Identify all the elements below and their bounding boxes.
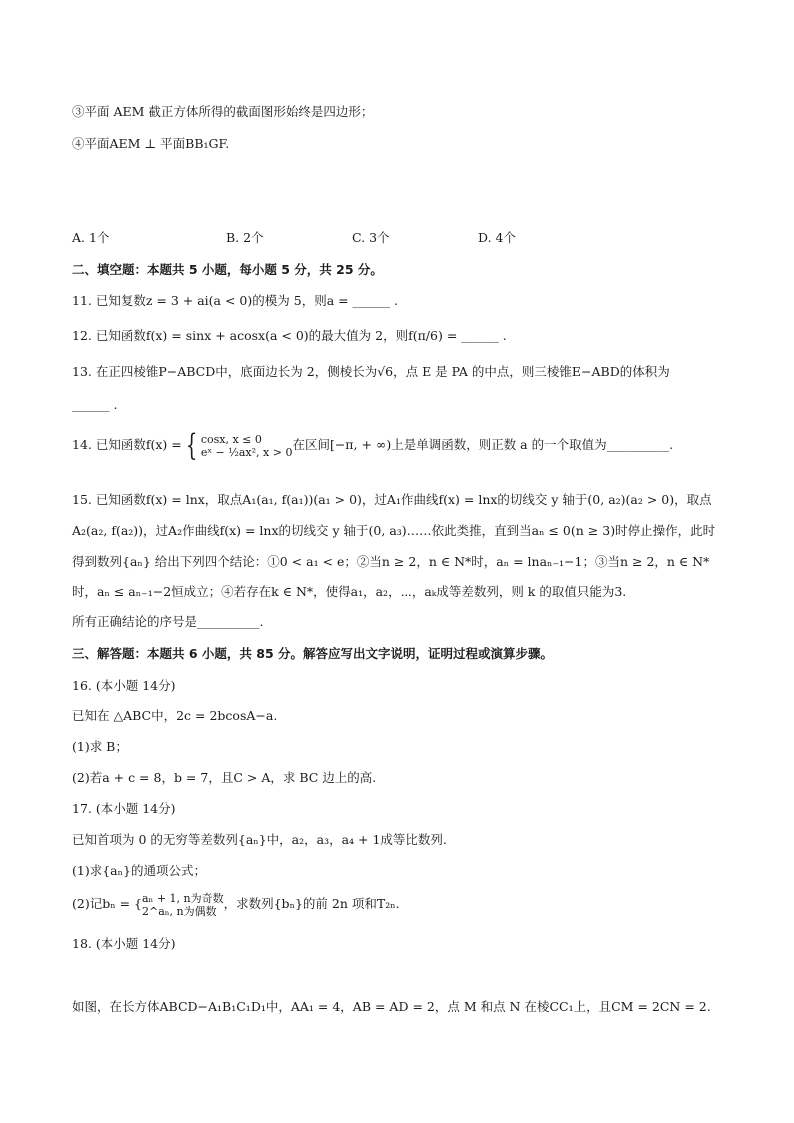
option-a: A. 1个 <box>72 230 110 245</box>
q14-suffix: 在区间[−π, + ∞)上是单调函数，则正数 a 的一个取值为__________. <box>292 437 674 452</box>
question-16-part-1: (1)求 B； <box>72 739 128 754</box>
question-12: 12. 已知函数f(x) = sinx + acosx(a < 0)的最大值为 2，则f(π/6) = ______ . <box>72 328 507 343</box>
option-b: B. 2个 <box>226 230 264 245</box>
statement-4: ④平面AEM ⊥ 平面BB₁GF. <box>72 136 230 151</box>
question-15-line-4: 时，aₙ ≤ aₙ₋₁−2恒成立；④若存在k ∈ N*，使得a₁，a₂，⋯，aₖ成等差数列，则 k 的取值只能为3. <box>72 584 627 599</box>
question-14 <box>72 427 674 463</box>
option-d: D. 4个 <box>478 230 516 245</box>
q14-prefix: 14. 已知函数f(x) = <box>72 437 182 452</box>
q17-case-1: aₙ + 1, n为奇数 <box>142 891 224 905</box>
q14-case-2: eˣ − ½ax², x > 0 <box>200 445 293 459</box>
question-11: 11. 已知复数z = 3 + ai(a < 0)的模为 5，则a = ______ . <box>72 293 399 308</box>
q17-case-2: 2^aₙ, n为偶数 <box>142 904 217 918</box>
question-17-header: 17. (本小题 14分) <box>72 801 176 816</box>
question-16-part-2: (2)若a + c = 8，b = 7，且C > A，求 BC 边上的高. <box>72 770 377 785</box>
piecewise-cases <box>142 892 224 918</box>
question-17-part-2 <box>72 890 400 918</box>
question-16-stem: 已知在 △ABC中，2c = 2bcosA−a. <box>72 708 278 723</box>
section-2-heading: 二、填空题：本题共 5 小题，每小题 5 分，共 25 分。 <box>72 262 383 277</box>
answer-options <box>72 229 516 247</box>
piecewise-cases <box>201 433 293 459</box>
question-13-line-2: ______ . <box>72 397 118 412</box>
q14-case-1: cosx, x ≤ 0 <box>200 432 262 446</box>
question-15-line-5: 所有正确结论的序号是__________. <box>72 614 264 629</box>
question-17-stem: 已知首项为 0 的无穷等差数列{aₙ}中，a₂，a₃，a₄ + 1成等比数列. <box>72 832 447 847</box>
question-15-line-1: 15. 已知函数f(x) = lnx，取点A₁(a₁, f(a₁))(a₁ > 0)，过A₁作曲线f(x) = lnx的切线交 y 轴于(0, a₂)(a₂ > 0)，取点 <box>72 492 712 507</box>
option-c: C. 3个 <box>352 230 390 245</box>
question-18-header: 18. (本小题 14分) <box>72 936 176 951</box>
question-16-header: 16. (本小题 14分) <box>72 678 176 693</box>
statement-3: ③平面 AEM 截正方体所得的截面图形始终是四边形； <box>72 104 374 119</box>
q17-suffix: ，求数列{bₙ}的前 2n 项和T₂ₙ. <box>223 896 400 911</box>
section-3-heading: 三、解答题：本题共 6 小题，共 85 分。解答应写出文字说明，证明过程或演算步骤。 <box>72 646 554 661</box>
left-brace-icon: { <box>185 427 198 463</box>
question-15-line-2: A₂(a₂, f(a₂))，过A₂作曲线f(x) = lnx的切线交 y 轴于(0, a₃)……依此类推，直到当aₙ ≤ 0(n ≥ 3)时停止操作，此时 <box>72 523 716 538</box>
question-17-part-1: (1)求{aₙ}的通项公式； <box>72 863 206 878</box>
question-15-line-3: 得到数列{aₙ} 给出下列四个结论：①0 < a₁ < e；②当n ≥ 2，n ∈ N*时，aₙ = lnaₙ₋₁−1；③当n ≥ 2，n ∈ N* <box>72 554 710 569</box>
question-13-line-1: 13. 在正四棱锥P−ABCD中，底面边长为 2，侧棱长为√6，点 E 是 PA 的中点，则三棱锥E−ABD的体积为 <box>72 364 670 379</box>
question-18-stem: 如图，在长方体ABCD−A₁B₁C₁D₁中，AA₁ = 4，AB = AD = 2，点 M 和点 N 在棱CC₁上，且CM = 2CN = 2. <box>72 999 711 1014</box>
q17-prefix: (2)记bₙ = { <box>72 896 142 911</box>
